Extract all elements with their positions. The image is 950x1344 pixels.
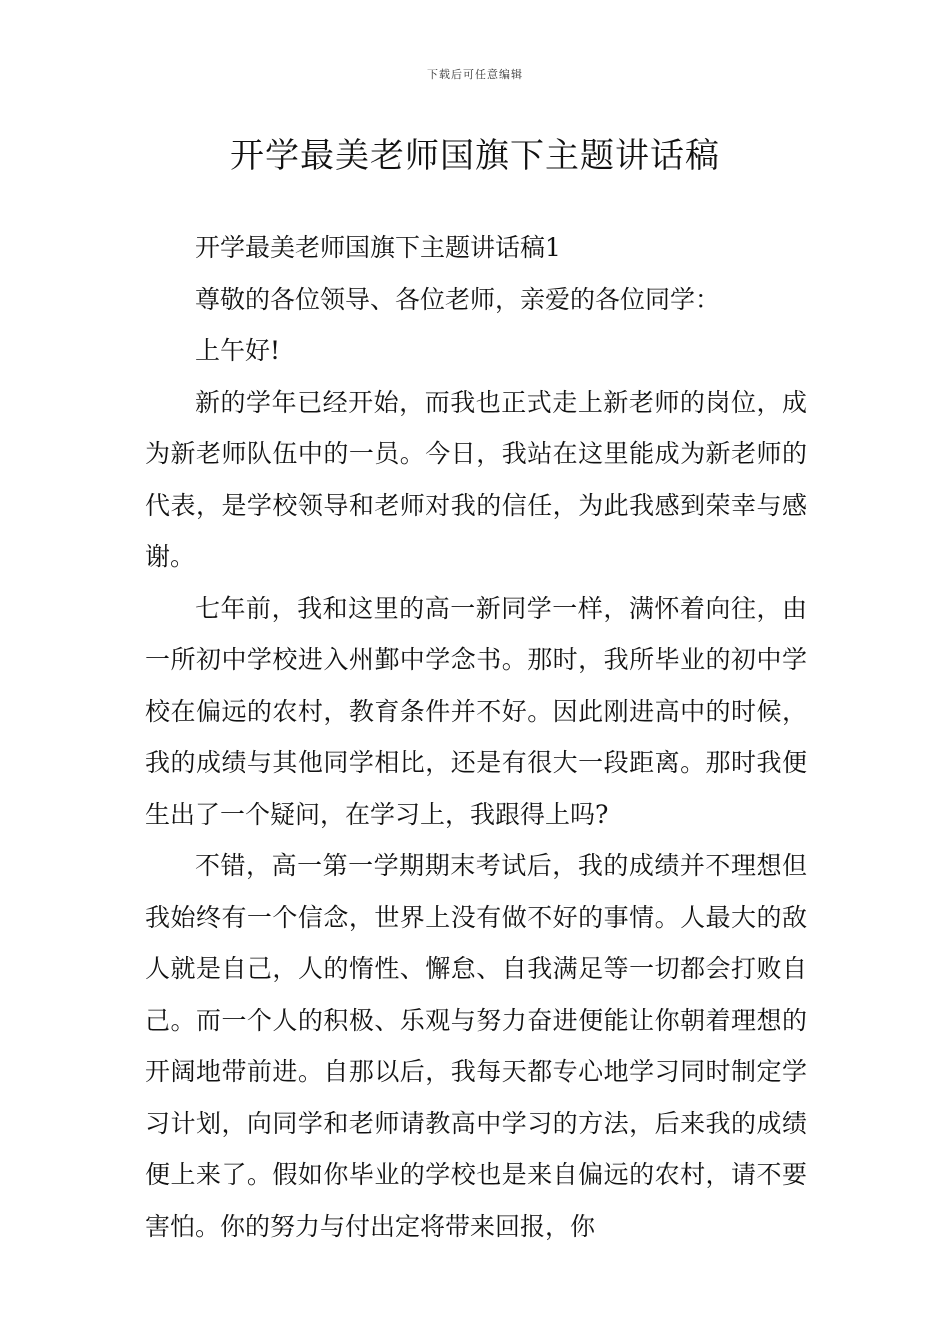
greeting: 上午好!	[195, 336, 281, 365]
document-body	[145, 222, 807, 1252]
body-paragraph: 新的学年已经开始，而我也正式走上新老师的岗位，成为新老师队伍中的一员。今日，我站在这里能成为新老师的代表，是学校领导和老师对我的信任，为此我感到荣幸与感谢。	[145, 387, 807, 571]
body-paragraph: 七年前，我和这里的高一新同学一样，满怀着向往，由一所初中学校进入州鄞中学念书。那时，我所毕业的初中学校在偏远的农村，教育条件并不好。因此刚进高中的时候，我的成绩与其他同学相比，还是有很大一段距离。那时我便生出了一个疑问，在学习上，我跟得上吗?	[145, 593, 807, 829]
body-paragraph: 不错，高一第一学期期末考试后，我的成绩并不理想但我始终有一个信念，世界上没有做不好的事情。人最大的敌人就是自己，人的惰性、懈怠、自我满足等一切都会打败自己。而一个人的积极、乐观与努力奋进便能让你朝着理想的开阔地带前进。自那以后，我每天都专心地学习同时制定学习计划，向同学和老师请教高中学习的方法，后来我的成绩便上来了。假如你毕业的学校也是来自偏远的农村，请不要害怕。你的努力与付出定将带来回报，你	[145, 851, 807, 1241]
document-title: 开学最美老师国旗下主题讲话稿	[230, 136, 720, 176]
salutation: 尊敬的各位领导、各位老师，亲爱的各位同学：	[195, 284, 721, 314]
header-note: 下载后可任意编辑	[427, 68, 523, 81]
speech-heading: 开学最美老师国旗下主题讲话稿1	[195, 233, 561, 262]
